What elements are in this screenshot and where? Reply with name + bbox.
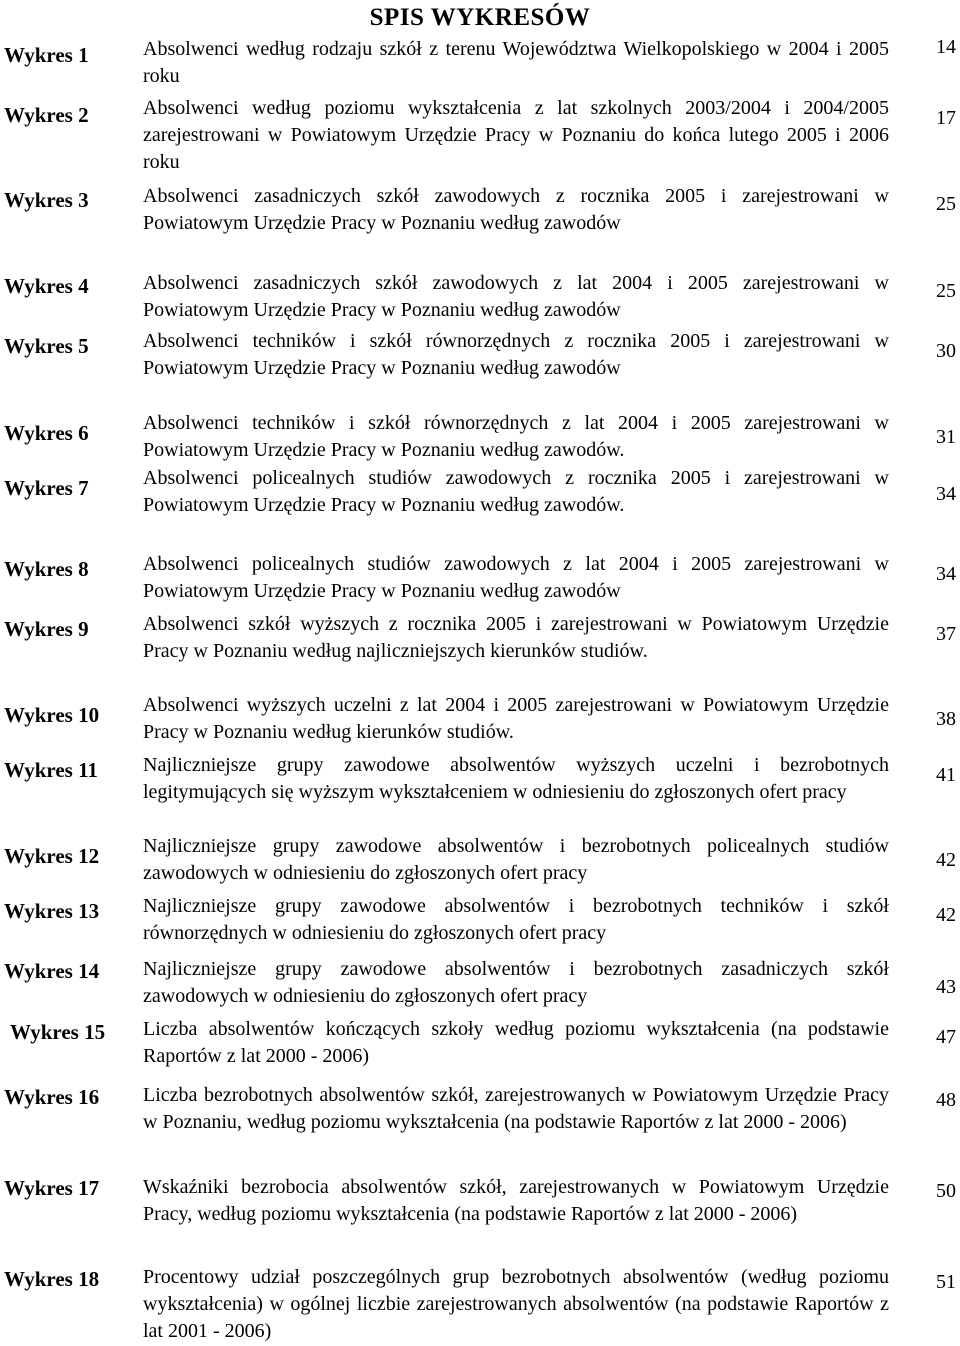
entry-label: Wykres 4 <box>4 274 89 298</box>
entry-text: Absolwenci według rodzaju szkół z terenu Województwa Wielkopolskiego w 2004 i 2005 roku <box>143 38 889 87</box>
entry-page: 43 <box>936 976 956 998</box>
entry-label: Wykres 11 <box>4 758 98 782</box>
entry-text: Najliczniejsze grupy zawodowe absolwentów i bezrobotnych zasadniczych szkół zawodowych w odniesieniu do zgłoszonych ofert pracy <box>143 958 889 1007</box>
entry-text: Procentowy udział poszczególnych grup bezrobotnych absolwentów (według poziomu wykształcenia) w ogólnej liczbie zarejestrowanych absolwentów (na podstawie Raportów z lat 2001 - 2006) <box>143 1266 889 1342</box>
entry-text: Absolwenci szkół wyższych z rocznika 2005 i zarejestrowani w Powiatowym Urzędzie Pracy w Poznaniu według najliczniejszych kierunków studiów. <box>143 613 889 662</box>
entry-page: 38 <box>936 708 956 730</box>
entry-label: Wykres 2 <box>4 103 89 127</box>
entry-label: Wykres 15 <box>10 1020 106 1044</box>
entry-page: 48 <box>936 1089 956 1111</box>
entry-page: 14 <box>936 36 956 58</box>
entry-text: Absolwenci zasadniczych szkół zawodowych z lat 2004 i 2005 zarejestrowani w Powiatowym Urzędzie Pracy w Poznaniu według zawodów <box>143 272 889 321</box>
entry-label: Wykres 16 <box>4 1085 100 1109</box>
entry-label: Wykres 18 <box>4 1267 100 1291</box>
entry-label: Wykres 1 <box>4 43 89 67</box>
entry-label: Wykres 7 <box>4 476 89 500</box>
entry-label: Wykres 17 <box>4 1176 100 1200</box>
entry-label: Wykres 13 <box>4 899 100 923</box>
entry-page: 34 <box>936 563 956 585</box>
entry-page: 34 <box>936 483 956 505</box>
entry-text: Absolwenci zasadniczych szkół zawodowych z rocznika 2005 i zarejestrowani w Powiatowym Urzędzie Pracy w Poznaniu według zawodów <box>143 185 889 234</box>
entry-label: Wykres 12 <box>4 844 100 868</box>
entry-label: Wykres 8 <box>4 557 89 581</box>
entry-text: Liczba absolwentów kończących szkoły według poziomu wykształcenia (na podstawie Raportów z lat 2000 - 2006) <box>143 1018 889 1067</box>
entry-text: Absolwenci policealnych studiów zawodowych z rocznika 2005 i zarejestrowani w Powiatowym Urzędzie Pracy w Poznaniu według zawodów. <box>143 467 889 516</box>
entry-text: Absolwenci według poziomu wykształcenia z lat szkolnych 2003/2004 i 2004/2005 zarejestrowani w Powiatowym Urzędzie Pracy w Poznaniu do końca lutego 2005 i 2006 roku <box>143 97 889 173</box>
entry-page: 42 <box>936 849 956 871</box>
entry-label: Wykres 5 <box>4 334 89 358</box>
entry-page: 31 <box>936 426 956 448</box>
entry-text: Liczba bezrobotnych absolwentów szkół, zarejestrowanych w Powiatowym Urzędzie Pracy w Poznaniu, według poziomu wykształcenia (na podstawie Raportów z lat 2000 - 2006) <box>143 1084 889 1133</box>
entry-text: Najliczniejsze grupy zawodowe absolwentów wyższych uczelni i bezrobotnych legitymujących się wyższym wykształceniem w odniesieniu do zgłoszonych ofert pracy <box>143 754 889 803</box>
entry-page: 25 <box>936 280 956 302</box>
entry-label: Wykres 9 <box>4 617 89 641</box>
entry-page: 42 <box>936 904 956 926</box>
entry-page: 47 <box>936 1026 956 1048</box>
entry-page: 41 <box>936 764 956 786</box>
entry-text: Absolwenci wyższych uczelni z lat 2004 i 2005 zarejestrowani w Powiatowym Urzędzie Pracy w Poznaniu według kierunków studiów. <box>143 694 889 743</box>
entry-label: Wykres 6 <box>4 421 89 445</box>
entry-page: 50 <box>936 1180 956 1202</box>
entry-label: Wykres 3 <box>4 188 89 212</box>
entry-text: Absolwenci techników i szkół równorzędnych z rocznika 2005 i zarejestrowani w Powiatowym Urzędzie Pracy w Poznaniu według zawodów <box>143 330 889 379</box>
entry-label: Wykres 14 <box>4 959 100 983</box>
entry-text: Wskaźniki bezrobocia absolwentów szkół, zarejestrowanych w Powiatowym Urzędzie Pracy, według poziomu wykształcenia (na podstawie Raportów z lat 2000 - 2006) <box>143 1176 889 1225</box>
entry-page: 30 <box>936 340 956 362</box>
entry-text: Absolwenci policealnych studiów zawodowych z lat 2004 i 2005 zarejestrowani w Powiatowym Urzędzie Pracy w Poznaniu według zawodów <box>143 553 889 602</box>
entry-label: Wykres 10 <box>4 703 100 727</box>
entry-text: Najliczniejsze grupy zawodowe absolwentów i bezrobotnych policealnych studiów zawodowych w odniesieniu do zgłoszonych ofert pracy <box>143 835 889 884</box>
entry-page: 17 <box>936 107 956 129</box>
entry-text: Najliczniejsze grupy zawodowe absolwentów i bezrobotnych techników i szkół równorzędnych w odniesieniu do zgłoszonych ofert pracy <box>143 895 889 944</box>
entry-page: 51 <box>936 1271 956 1293</box>
entry-page: 25 <box>936 193 956 215</box>
entry-text: Absolwenci techników i szkół równorzędnych z lat 2004 i 2005 zarejestrowani w Powiatowym Urzędzie Pracy w Poznaniu według zawodów. <box>143 412 889 461</box>
page-title: SPIS WYKRESÓW <box>369 4 591 31</box>
entry-page: 37 <box>936 623 956 645</box>
